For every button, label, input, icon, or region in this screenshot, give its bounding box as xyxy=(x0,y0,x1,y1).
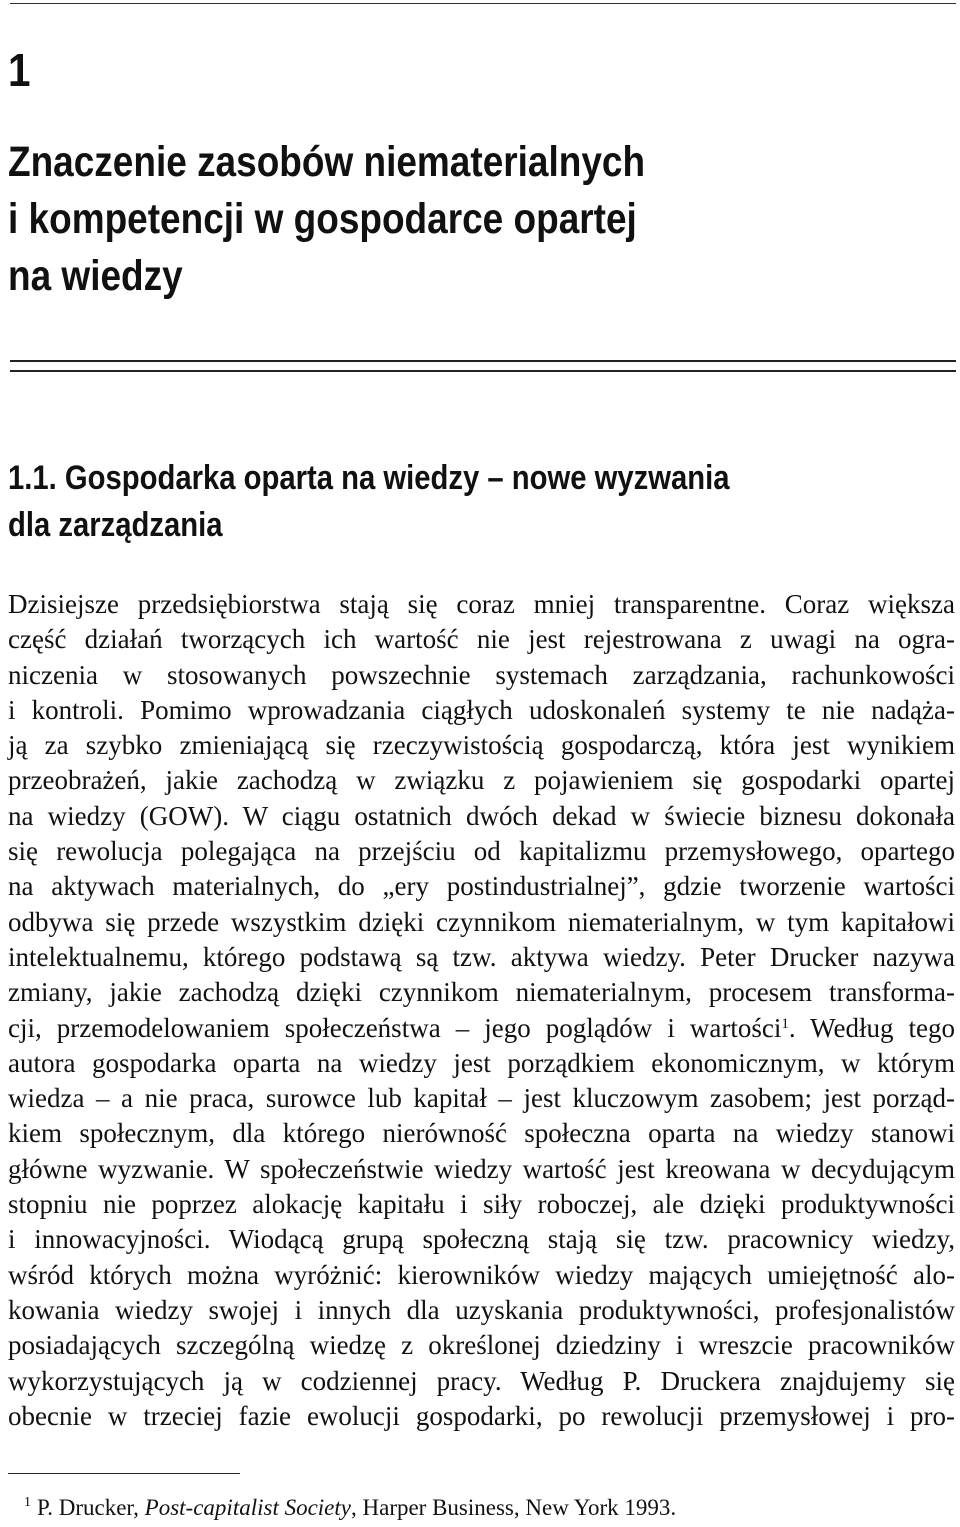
body-line: część działań tworzących ich wartość nie jest rejestrowana z uwagi na ogra- xyxy=(8,624,955,655)
body-line-text: cji, przemodelowaniem społeczeństwa – jego poglądów i wartości xyxy=(8,1012,782,1043)
body-line: wiedza – a nie praca, surowce lub kapitał – jest kluczowym zasobem; jest porząd- xyxy=(8,1083,955,1114)
body-line: wykorzystujących ją w codziennej pracy. Według P. Druckera znajdujemy się xyxy=(8,1365,955,1396)
footnote-reference[interactable]: 1 xyxy=(781,1015,789,1032)
body-line: odbywa się przede wszystkim dzięki czynnikom niematerialnym, w tym kapitałowi xyxy=(8,906,955,937)
body-line: niczenia w stosowanych powszechnie systemach zarządzania, rachunkowości xyxy=(8,659,955,690)
chapter-number: 1 xyxy=(8,44,31,96)
body-line: kowania wiedzy swojej i innych dla uzyskania produktywności, profesjonalistów xyxy=(8,1294,955,1325)
body-line: intelektualnemu, którego podstawą są tzw. aktywa wiedzy. Peter Drucker nazywa xyxy=(8,941,955,972)
body-line: kiem społecznym, dla którego nierówność społeczna oparta na wiedzy stanowi xyxy=(8,1118,955,1149)
footnote-author: P. Drucker, xyxy=(37,1495,145,1520)
footnote-separator xyxy=(8,1473,240,1474)
body-line: posiadających szczególną wiedzę z określonej dziedziny i wreszcie pracowników xyxy=(8,1330,955,1361)
footnote-number: 1 xyxy=(24,1495,31,1510)
body-line-tail: . Według tego xyxy=(788,1012,955,1043)
body-line: stopniu nie poprzez alokację kapitału i siły roboczej, ale dzięki produktywności xyxy=(8,1189,955,1220)
body-line: i innowacyjności. Wiodącą grupą społeczną stają się tzw. pracownicy wiedzy, xyxy=(8,1224,955,1255)
chapter-title: Znaczenie zasobów niematerialnych i kompetencji w gospodarce opartej na wiedzy xyxy=(8,138,646,300)
body-line: obecnie w trzeciej fazie ewolucji gospodarki, po rewolucji przemysłowej i pro- xyxy=(8,1400,955,1431)
body-line: Dzisiejsze przedsiębiorstwa stają się coraz mniej transparentne. Coraz większa xyxy=(8,589,955,619)
body-line: na wiedzy (GOW). W ciągu ostatnich dwóch dekad w świecie biznesu dokonała xyxy=(8,800,955,831)
body-line: wśród których można wyróżnić: kierowników wiedzy mających umiejętność alo- xyxy=(8,1259,955,1290)
body-paragraph xyxy=(8,587,955,1434)
body-line: się rewolucja polegająca na przejściu od kapitalizmu przemysłowego, opartego xyxy=(8,836,955,867)
footnote xyxy=(24,1494,676,1526)
body-line: przeobrażeń, jakie zachodzą w związku z pojawieniem się gospodarki opartej xyxy=(8,765,955,796)
body-line: ją za szybko zmieniającą się rzeczywistością gospodarczą, która jest wynikiem xyxy=(8,730,955,761)
body-line: autora gospodarka oparta na wiedzy jest porządkiem ekonomicznym, w którym xyxy=(8,1047,955,1078)
footnote-title: Post-capitalist Society xyxy=(144,1495,351,1520)
body-line: i kontroli. Pomimo wprowadzania ciągłych udoskonaleń systemy te nie nadąża- xyxy=(8,694,955,725)
body-line-with-footnote-ref xyxy=(8,1011,955,1046)
top-rule xyxy=(10,3,956,4)
body-line: główne wyzwanie. W społeczeństwie wiedzy wartość jest kreowana w decydującym xyxy=(8,1153,955,1184)
body-line: zmiany, jakie zachodzą dzięki czynnikom niematerialnym, procesem transforma- xyxy=(8,977,955,1008)
body-line: na aktywach materialnych, do „ery postindustrialnej”, gdzie tworzenie wartości xyxy=(8,871,955,902)
footnote-publisher: , Harper Business, New York 1993. xyxy=(351,1495,677,1520)
chapter-divider xyxy=(10,360,956,372)
section-heading: 1.1. Gospodarka oparta na wiedzy – nowe wyzwania dla zarządzania xyxy=(8,459,730,544)
